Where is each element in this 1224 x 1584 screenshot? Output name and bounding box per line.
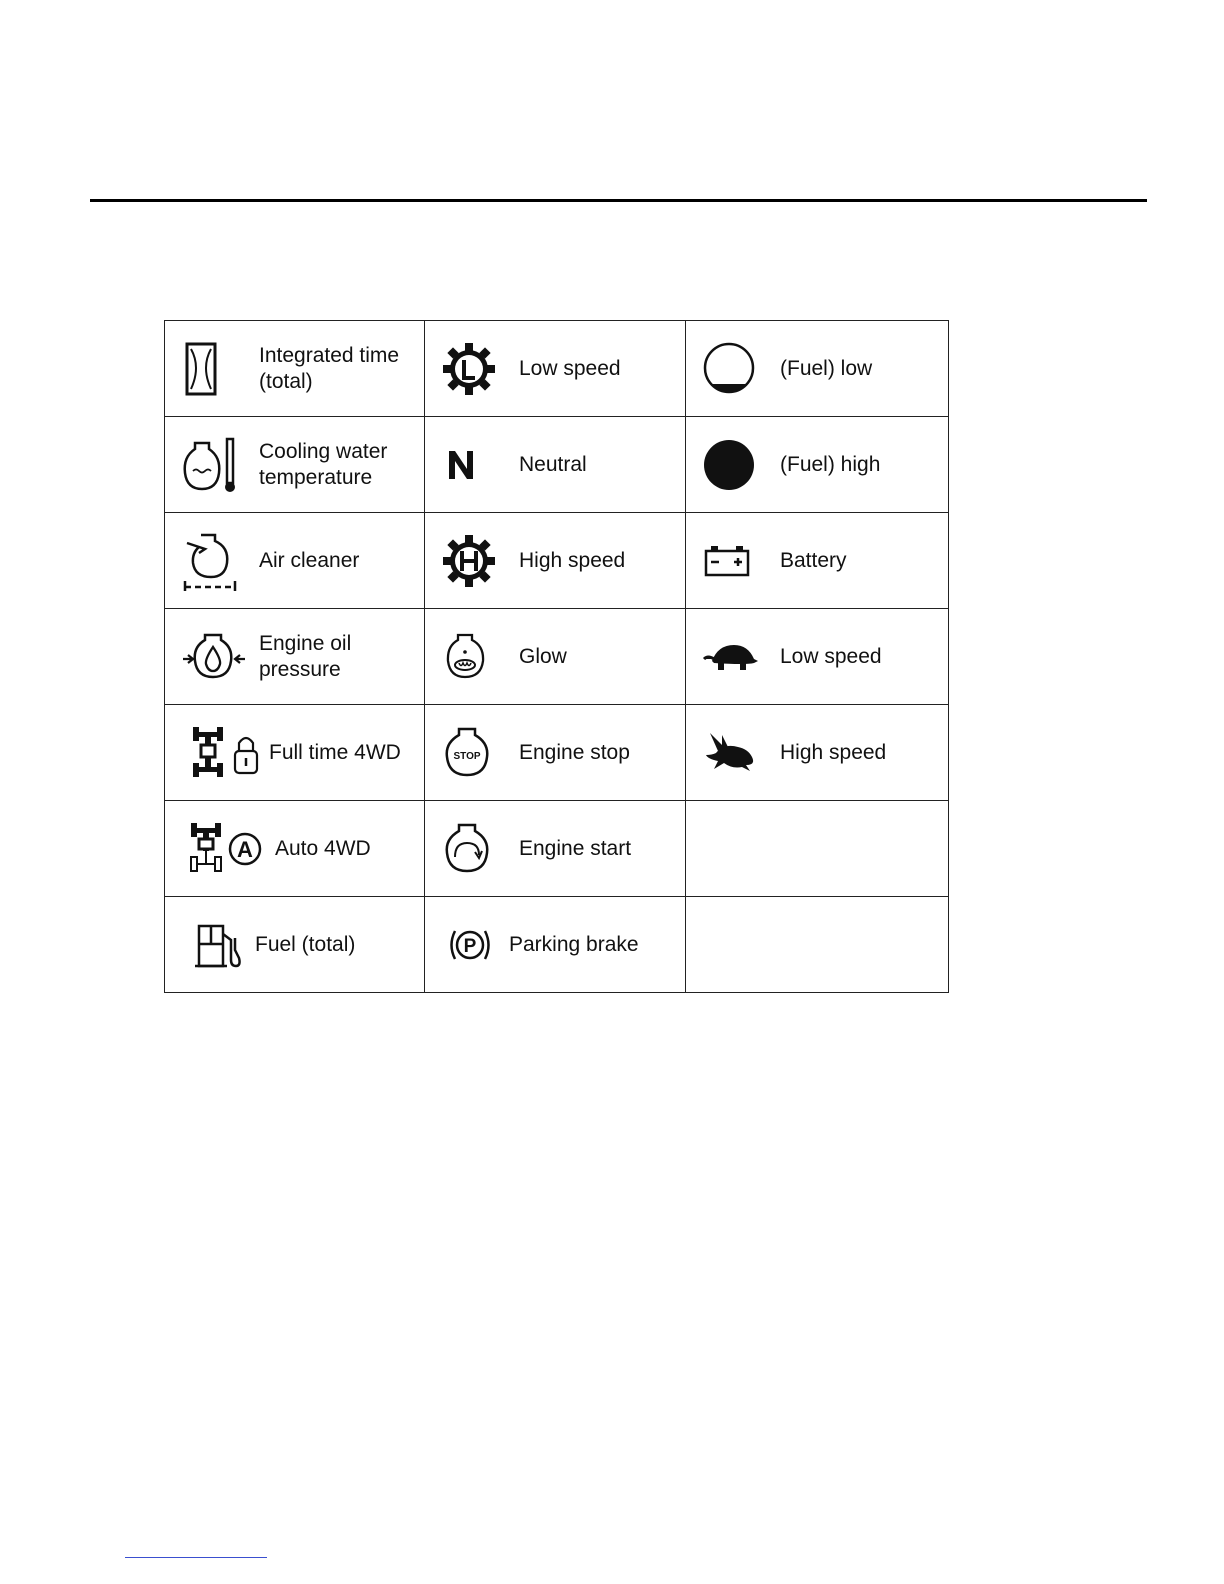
symbol-label: Engine oil — [259, 631, 352, 655]
symbol-cell — [165, 609, 425, 705]
symbol-cell — [165, 417, 425, 513]
neutral-n-icon — [441, 433, 519, 497]
table-row — [165, 609, 949, 705]
battery-icon — [702, 529, 780, 593]
symbol-label: (Fuel) low — [780, 356, 873, 380]
engine-start-icon — [441, 817, 519, 881]
table-row — [165, 513, 949, 609]
symbol-label: Low speed — [780, 644, 882, 668]
gear-h-icon — [441, 529, 519, 593]
symbol-cell — [686, 513, 949, 609]
symbol-label-line2: (total) — [259, 369, 313, 393]
engine-thermometer-icon — [181, 433, 259, 497]
hourglass-icon — [181, 337, 259, 401]
footer-link-underline[interactable] — [125, 1557, 267, 1558]
symbol-label: Integrated time — [259, 343, 400, 367]
table-row — [165, 417, 949, 513]
symbol-cell — [425, 609, 686, 705]
symbol-label: High speed — [519, 548, 626, 572]
table-row — [165, 705, 949, 801]
symbol-cell — [425, 417, 686, 513]
symbol-label: High speed — [780, 740, 887, 764]
symbol-label: Engine stop — [519, 740, 630, 764]
symbol-label: Full time 4WD — [269, 740, 401, 764]
symbol-table — [164, 320, 949, 993]
symbol-cell — [425, 897, 686, 993]
symbol-cell — [165, 705, 425, 801]
symbol-label: Low speed — [519, 356, 621, 380]
table-row — [165, 897, 949, 993]
symbol-label: Air cleaner — [259, 548, 360, 572]
full-time-4wd-icon — [189, 721, 281, 785]
empty-cell — [686, 897, 949, 993]
symbol-cell — [686, 321, 949, 417]
rabbit-icon — [702, 721, 780, 785]
symbol-cell — [686, 705, 949, 801]
air-cleaner-icon — [181, 529, 259, 593]
symbol-cell — [425, 705, 686, 801]
symbol-label: Cooling water — [259, 439, 388, 463]
oil-pressure-icon — [181, 625, 259, 689]
symbol-label: Parking brake — [509, 932, 639, 956]
parking-p-text: P — [463, 935, 477, 957]
symbol-label-line2: temperature — [259, 465, 373, 489]
header-rule — [90, 199, 1147, 202]
table-row — [165, 801, 949, 897]
fuel-high-circle-icon — [702, 433, 780, 497]
auto-a-text: A — [237, 836, 253, 862]
turtle-icon — [702, 625, 780, 689]
symbol-cell — [425, 513, 686, 609]
symbol-cell — [165, 513, 425, 609]
symbol-cell — [165, 321, 425, 417]
symbol-label: (Fuel) high — [780, 452, 881, 476]
stop-text: STOP — [453, 750, 481, 762]
symbol-cell — [425, 321, 686, 417]
auto-4wd-icon — [189, 817, 281, 881]
table-row — [165, 321, 949, 417]
fuel-low-circle-icon — [702, 337, 780, 401]
symbol-label: Glow — [519, 644, 567, 668]
engine-stop-icon — [441, 721, 519, 785]
empty-cell — [686, 801, 949, 897]
symbol-cell — [165, 801, 425, 897]
symbol-label: Neutral — [519, 452, 587, 476]
gear-l-icon — [441, 337, 519, 401]
symbol-cell — [425, 801, 686, 897]
glow-plug-icon — [441, 625, 519, 689]
symbol-cell — [686, 417, 949, 513]
symbol-label-line2: pressure — [259, 657, 341, 681]
symbol-cell — [165, 897, 425, 993]
fuel-pump-icon — [193, 913, 255, 977]
symbol-label: Engine start — [519, 836, 632, 860]
symbol-cell — [686, 609, 949, 705]
parking-brake-icon — [447, 913, 509, 977]
symbol-label: Battery — [780, 548, 847, 572]
symbol-label: Fuel (total) — [255, 932, 356, 956]
symbol-label: Auto 4WD — [275, 836, 371, 860]
